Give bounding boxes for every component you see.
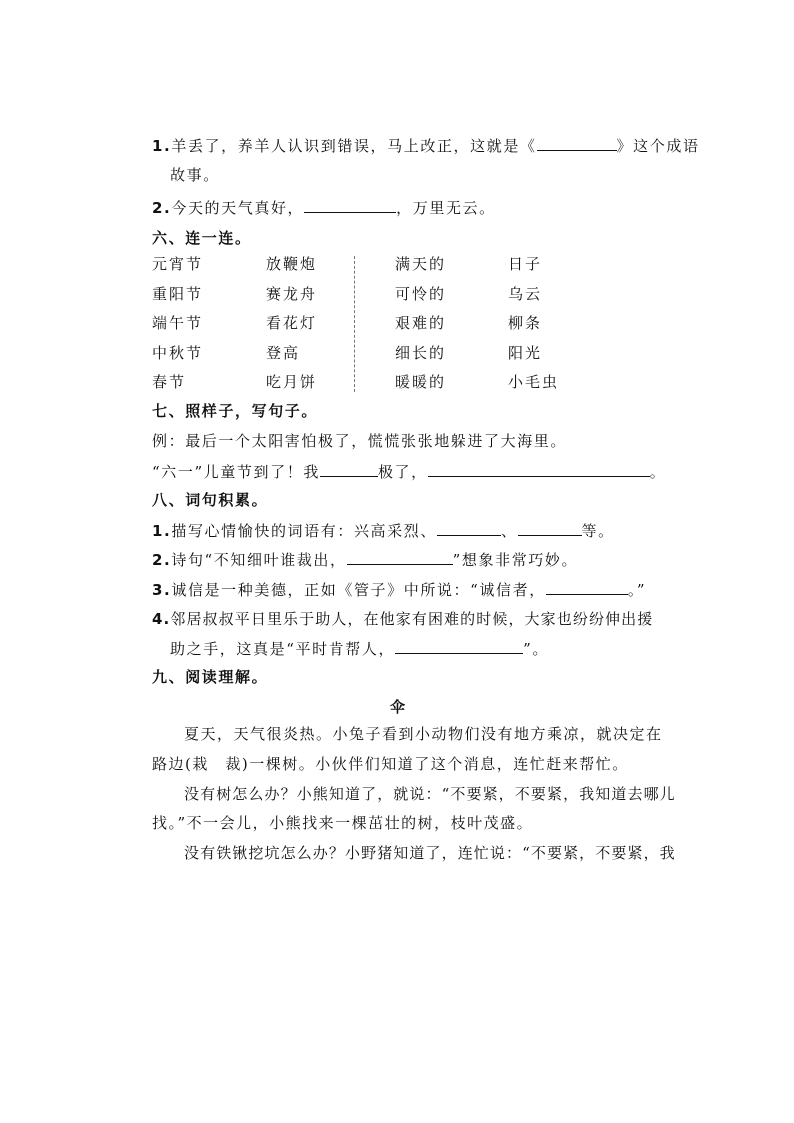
- question-text: 》这个成语: [616, 137, 700, 155]
- sentence-exercise: [152, 460, 666, 483]
- section-6-title: 六、连一连。: [152, 229, 252, 247]
- story-paragraph-2-line-1: 没有树怎么办？小熊知道了，就说：“不要紧，不要紧，我知道去哪儿: [184, 785, 676, 803]
- story-paragraph-2-line-2: 找。”不一会儿，小熊找来一棵茁壮的树，枝叶茂盛。: [152, 814, 534, 832]
- question-text: 今天的天气真好，: [171, 199, 305, 217]
- question-text: 诚信是一种美德，正如《管子》中所说：“诚信者，: [171, 581, 546, 599]
- question-text: ”。: [523, 640, 549, 658]
- match-item[interactable]: 小毛虫: [508, 373, 560, 391]
- prompt-text: 。: [649, 463, 667, 481]
- question-text: 描写心情愉快的词语有：兴高采烈、: [171, 522, 437, 540]
- question-number: 2.: [152, 551, 172, 569]
- question-number: 1.: [152, 522, 172, 540]
- question-8-3: [152, 578, 646, 601]
- match-item[interactable]: 艰难的: [395, 314, 447, 332]
- question-1-continued: 故事。: [170, 166, 220, 184]
- match-item[interactable]: 细长的: [395, 344, 447, 362]
- question-1: [152, 134, 700, 157]
- question-number: 2.: [152, 199, 172, 217]
- match-item[interactable]: 吃月饼: [266, 373, 318, 391]
- question-text: 等。: [581, 522, 615, 540]
- question-2: [152, 196, 496, 219]
- story-paragraph-1-line-2: 路边(栽 裁)一棵树。小伙伴们知道了这个消息，连忙赶来帮忙。: [152, 755, 629, 773]
- match-item[interactable]: 放鞭炮: [266, 255, 318, 273]
- match-item[interactable]: 暖暖的: [395, 373, 447, 391]
- answer-blank[interactable]: [320, 460, 378, 477]
- question-text: 羊丢了，养羊人认识到错误，马上改正，这就是《: [171, 137, 537, 155]
- question-text: 助之手，这真是“平时肯帮人，: [170, 640, 396, 658]
- match-item[interactable]: 阳光: [508, 344, 543, 362]
- question-text: ，万里无云。: [396, 199, 496, 217]
- match-item[interactable]: 端午节: [152, 314, 204, 332]
- match-item[interactable]: 看花灯: [266, 314, 318, 332]
- answer-blank[interactable]: [395, 637, 523, 654]
- answer-blank[interactable]: [546, 578, 628, 595]
- question-text: 诗句“不知细叶谁裁出，: [171, 551, 347, 569]
- match-item[interactable]: 重阳节: [152, 285, 204, 303]
- match-item[interactable]: 满天的: [395, 255, 447, 273]
- story-paragraph-3-line-1: 没有铁锹挖坑怎么办？小野猪知道了，连忙说：“不要紧，不要紧，我: [184, 844, 676, 862]
- prompt-text: 极了，: [377, 463, 428, 481]
- question-number: 4.: [152, 610, 171, 628]
- section-7-title: 七、照样子，写句子。: [152, 402, 319, 420]
- answer-blank[interactable]: [437, 519, 501, 536]
- question-text: 。”: [627, 581, 647, 599]
- column-divider: [354, 256, 355, 392]
- answer-blank[interactable]: [428, 460, 650, 477]
- match-item[interactable]: 元宵节: [152, 255, 204, 273]
- prompt-text: “六一”儿童节到了！我: [152, 463, 320, 481]
- question-text: 邻居叔叔平日里乐于助人，在他家有困难的时候，大家也纷纷伸出援: [170, 610, 654, 628]
- question-number: 3.: [152, 581, 172, 599]
- answer-blank[interactable]: [304, 196, 396, 213]
- section-8-title: 八、词句积累。: [152, 491, 269, 509]
- match-item[interactable]: 柳条: [508, 314, 543, 332]
- match-item[interactable]: 可怜的: [395, 285, 447, 303]
- answer-blank[interactable]: [518, 519, 582, 536]
- question-8-4: [152, 608, 653, 630]
- answer-blank[interactable]: [537, 134, 617, 151]
- question-8-2: [152, 548, 578, 571]
- match-item[interactable]: 赛龙舟: [266, 285, 318, 303]
- example-sentence: 例：最后一个太阳害怕极了，慌慌张张地躲进了大海里。: [152, 432, 568, 450]
- question-text: ”想象非常巧妙。: [452, 551, 579, 569]
- story-title: 伞: [390, 698, 406, 716]
- match-item[interactable]: 日子: [508, 255, 543, 273]
- match-item[interactable]: 乌云: [508, 285, 543, 303]
- match-item[interactable]: 中秋节: [152, 344, 204, 362]
- story-paragraph-1-line-1: 夏天，天气很炎热。小兔子看到小动物们没有地方乘凉，就决定在: [184, 725, 663, 743]
- question-8-1: [152, 519, 615, 542]
- section-9-title: 九、阅读理解。: [152, 668, 269, 686]
- match-item[interactable]: 春节: [152, 373, 187, 391]
- question-text: 、: [500, 522, 518, 540]
- question-8-4-continued: [170, 637, 549, 660]
- question-number: 1.: [152, 137, 172, 155]
- match-item[interactable]: 登高: [266, 344, 301, 362]
- answer-blank[interactable]: [347, 548, 453, 565]
